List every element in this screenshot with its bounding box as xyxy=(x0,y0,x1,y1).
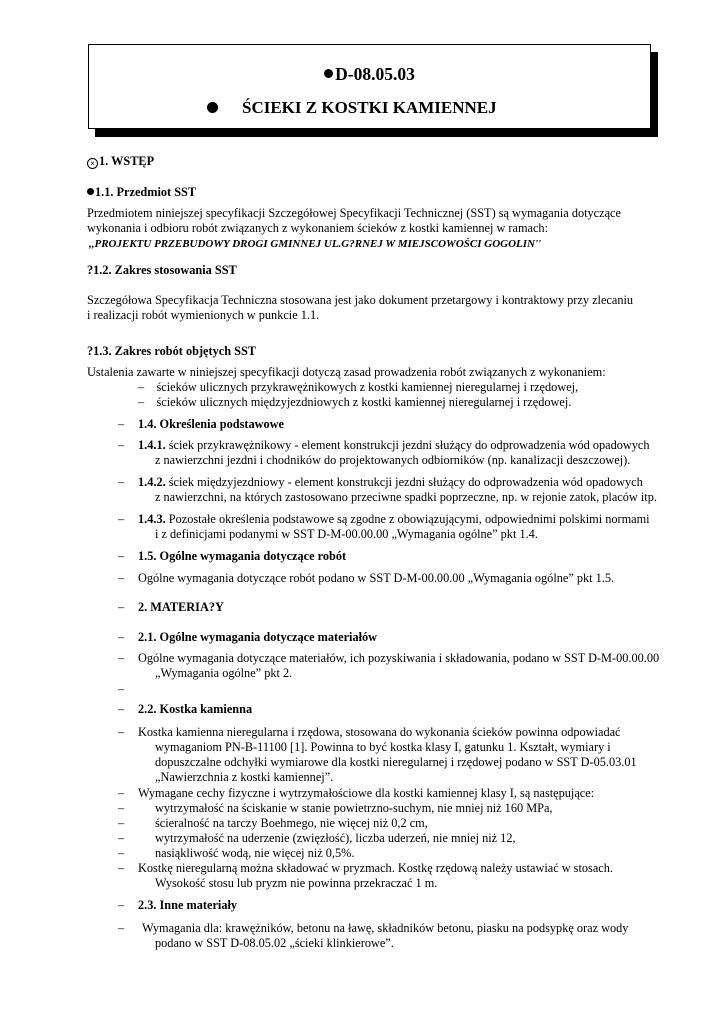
paragraph-line: Wymagania dla: krawężników, betonu na ławę, składników betonu, piasku na podsypkę oraz wody xyxy=(142,921,629,935)
list-item: wytrzymałość na ściskanie w stanie powietrzno-suchym, nie mniej niż 160 MPa, xyxy=(155,801,553,815)
list-dash: – xyxy=(118,846,125,860)
list-dash: – xyxy=(118,475,125,489)
section-1-heading: × 1. WSTĘP xyxy=(87,154,154,169)
paragraph-line: Ogólne wymagania dotyczące materiałów, ich pozyskiwania i składowania, podano w SST D-M-00.00.00 xyxy=(138,651,660,665)
list-dash: – xyxy=(118,512,125,526)
paragraph-line: Ustalenia zawarte w niniejszej specyfikacji dotyczą zasad prowadzenia robót związanych z wykonaniem: xyxy=(87,365,606,379)
section-2-heading: 2. MATERIA?Y xyxy=(138,600,224,614)
list-dash: – xyxy=(118,898,125,912)
paragraph-line: i z definicjami podanymi w SST D-M-00.00.00 „Wymagania ogólne” pkt 1.4. xyxy=(155,527,538,541)
list-dash: – xyxy=(118,682,125,696)
definition-1-4-1: 1.4.1. ściek przykrawężnikowy - element konstrukcji jezdni służący do odprowadzenia wód opadowych xyxy=(138,438,650,452)
section-2-3-heading: 2.3. Inne materiały xyxy=(138,898,238,912)
paragraph-line: Ogólne wymagania dotyczące robót podano w SST D-M-00.00.00 „Wymagania ogólne” pkt 1.5. xyxy=(138,571,615,585)
list-dash: – xyxy=(118,571,125,585)
circled-x-icon: × xyxy=(87,158,98,169)
bullet-icon xyxy=(87,188,94,195)
section-2-2-heading: 2.2. Kostka kamienna xyxy=(138,702,253,716)
definition-1-4-2: 1.4.2. ściek międzyjezdniowy - element konstrukcji jezdni służący do odprowadzenia wód opadowych xyxy=(138,475,643,489)
list-item: ścieralność na tarczy Boehmego, nie więcej niż 0,2 cm, xyxy=(155,816,428,830)
list-dash: – xyxy=(118,801,125,815)
bullet-icon xyxy=(324,69,333,78)
list-dash: – xyxy=(118,861,125,875)
paragraph-line: Kostka kamienna nieregularna i rzędowa, stosowana do wykonania ścieków powinna odpowiadać xyxy=(138,725,621,739)
project-name: ,,PROJEKTU PRZEBUDOWY DROGI GMINNEJ UL.G?RNEJ W MIEJSCOWOŚCI GOGOLIN'' xyxy=(89,238,542,250)
paragraph-line: dopuszczalne odchyłki wymiarowe dla kostki nieregularnej i rzędowej podano w SST D-05.03.01 xyxy=(155,755,637,769)
section-1-4-heading: 1.4. Określenia podstawowe xyxy=(138,417,284,431)
list-dash: – xyxy=(118,816,125,830)
paragraph-line: wymaganiom PN-B-11100 [1]. Powinna to być kostka klasy I, gatunku 1. Kształt, wymiary i xyxy=(155,740,611,754)
list-item: – ścieków ulicznych przykrawężnikowych z kostki kamiennej nieregularnej i rzędowej, xyxy=(138,380,579,394)
paragraph-line: z nawierzchni, na których zastosowano przeciwne spadki poprzeczne, np. w rejonie zatok, placów itp. xyxy=(155,490,657,504)
list-dash: – xyxy=(118,725,125,739)
section-1-2-heading: ?1.2. Zakres stosowania SST xyxy=(87,263,237,277)
list-dash: – xyxy=(118,417,125,431)
list-item: wytrzymałość na uderzenie (zwięzłość), liczba uderzeń, nie mniej niż 12, xyxy=(155,831,516,845)
paragraph-line: z nawierzchni jezdni i chodników do projektowanych odbiorników (np. kanalizacji deszczowej). xyxy=(155,453,631,467)
list-dash: – xyxy=(118,438,125,452)
title-box: D-08.05.03 ŚCIEKI Z KOSTKI KAMIENNEJ xyxy=(88,44,651,129)
list-dash: – xyxy=(118,702,125,716)
paragraph-line: Szczegółowa Specyfikacja Techniczna stosowana jest jako dokument przetargowy i kontraktowy przy zlecaniu xyxy=(87,293,634,307)
list-dash: – xyxy=(118,549,125,563)
list-dash: – xyxy=(118,600,125,614)
paragraph-line: „Nawierzchnia z kostki kamiennej”. xyxy=(155,770,334,784)
definition-1-4-3: 1.4.3. Pozostałe określenia podstawowe są zgodne z obowiązującymi, odpowiednimi polskimi normami xyxy=(138,512,650,526)
list-dash: – xyxy=(118,630,125,644)
paragraph-line: Wymagane cechy fizyczne i wytrzymałościowe dla kostki kamiennej klasy I, są następujące: xyxy=(138,786,595,800)
paragraph-line: „Wymagania ogólne” pkt 2. xyxy=(155,666,293,680)
list-item: nasiąkliwość wodą, nie więcej niż 0,5%. xyxy=(155,846,355,860)
paragraph-line: Przedmiotem niniejszej specyfikacji Szczegółowej Specyfikacji Technicznej (SST) są wymagania dotyczące xyxy=(87,206,621,220)
list-dash: – xyxy=(118,831,125,845)
bullet-icon xyxy=(207,102,218,113)
section-1-5-heading: 1.5. Ogólne wymagania dotyczące robót xyxy=(138,549,347,563)
paragraph-line: podano w SST D-08.05.02 „ścieki klinkierowe”. xyxy=(155,936,394,950)
paragraph-line: wykonania i odbioru robót związanych z wykonaniem ścieków z kostki kamiennej w ramach: xyxy=(87,221,548,235)
list-dash: – xyxy=(118,921,125,935)
list-dash: – xyxy=(118,651,125,665)
list-dash: – xyxy=(118,786,125,800)
paragraph-line: Kostkę nieregularną można składować w pryzmach. Kostkę rzędową należy ustawiać w stosach. xyxy=(138,861,613,875)
section-1-1-heading: 1.1. Przedmiot SST xyxy=(87,185,196,200)
section-2-1-heading: 2.1. Ogólne wymagania dotyczące materiałów xyxy=(138,630,378,644)
section-1-3-heading: ?1.3. Zakres robót objętych SST xyxy=(87,344,256,358)
paragraph-line: Wysokość stosu lub pryzm nie powinna przekraczać 1 m. xyxy=(155,876,438,890)
list-item: – ścieków ulicznych międzyjezdniowych z kostki kamiennej nieregularnej i rzędowej. xyxy=(138,395,572,409)
spec-code: D-08.05.03 xyxy=(89,64,650,84)
paragraph-line: i realizacji robót wymienionych w punkcie 1.1. xyxy=(87,308,320,322)
